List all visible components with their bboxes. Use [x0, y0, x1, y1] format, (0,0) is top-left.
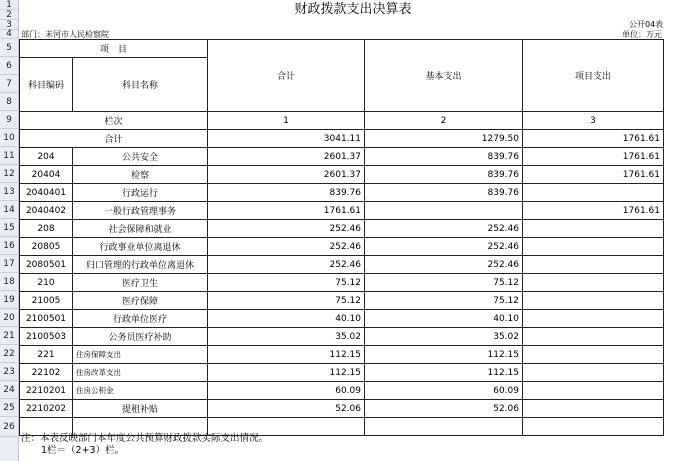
- cell-total: 75.12: [208, 274, 365, 292]
- note-line-1: 注：本表反映部门本年度公共预算财政拨款实际支出情况。: [21, 433, 269, 444]
- cell-total: 2601.37: [208, 148, 365, 166]
- cell-total: 839.76: [208, 184, 365, 202]
- col-number-2: 2: [365, 112, 523, 130]
- cell-code: 204: [20, 148, 73, 166]
- cell-code: 20404: [20, 166, 73, 184]
- cell-code: 20805: [20, 238, 73, 256]
- cell-code: 21005: [20, 292, 73, 310]
- cell-project: [523, 400, 664, 418]
- cell-project: 1761.61: [523, 202, 664, 220]
- cell-name: 检察: [73, 166, 208, 184]
- cell-code: 2040401: [20, 184, 73, 202]
- row-number[interactable]: 19: [0, 291, 18, 309]
- table-row: [20, 274, 664, 292]
- cell-total: 35.02: [208, 328, 365, 346]
- page-title: 财政拨款支出决算表: [294, 2, 412, 17]
- row-number[interactable]: 26: [0, 417, 18, 437]
- row-number[interactable]: 4: [0, 30, 18, 39]
- cell-total: 252.46: [208, 220, 365, 238]
- cell-total: 112.15: [208, 346, 365, 364]
- row-number[interactable]: 6: [0, 57, 18, 75]
- row-number[interactable]: 23: [0, 363, 18, 381]
- header-total: 合计: [208, 40, 365, 112]
- cell-code: 221: [20, 346, 73, 364]
- row-number[interactable]: 8: [0, 93, 18, 111]
- table-row: [20, 310, 664, 328]
- cell-project: [523, 310, 664, 328]
- row-number[interactable]: 5: [0, 39, 18, 57]
- row-header-gutter: [0, 0, 19, 461]
- cell-name: 住房保障支出: [73, 346, 208, 364]
- row-number[interactable]: 17: [0, 255, 18, 273]
- table-row: [20, 202, 664, 220]
- cell-name: 医疗卫生: [73, 274, 208, 292]
- cell-total: 112.15: [208, 364, 365, 382]
- cell-project: [523, 238, 664, 256]
- cell-name: 行政单位医疗: [73, 310, 208, 328]
- dept-label: 部门：未河市人民检察院: [21, 30, 109, 39]
- cell-code: 22102: [20, 364, 73, 382]
- cell-basic: 40.10: [365, 310, 523, 328]
- cell-basic: [365, 202, 523, 220]
- cell-project: [523, 274, 664, 292]
- row-number[interactable]: 11: [0, 147, 18, 165]
- cell-project: [523, 184, 664, 202]
- row-number[interactable]: 3: [0, 20, 18, 30]
- cell-project: [523, 328, 664, 346]
- cell-name: 行政运行: [73, 184, 208, 202]
- cell-name: 医疗保障: [73, 292, 208, 310]
- cell-total: 60.09: [208, 382, 365, 400]
- header-lanci: 栏次: [20, 112, 208, 130]
- cell-total: 75.12: [208, 292, 365, 310]
- cell-empty: [365, 418, 523, 436]
- cell-code: 210: [20, 274, 73, 292]
- row-number[interactable]: 13: [0, 183, 18, 201]
- cell-total: 252.46: [208, 256, 365, 274]
- cell-basic: 75.12: [365, 292, 523, 310]
- cell-code: 2100501: [20, 310, 73, 328]
- cell-project: 1761.61: [523, 148, 664, 166]
- cell-basic: 60.09: [365, 382, 523, 400]
- header-project: 项目支出: [523, 40, 664, 112]
- row-number[interactable]: 24: [0, 381, 18, 399]
- row-number[interactable]: 21: [0, 327, 18, 345]
- header-name: 科目名称: [73, 58, 208, 112]
- cell-total: 2601.37: [208, 166, 365, 184]
- spreadsheet-sheet: [19, 0, 687, 461]
- cell-basic: 112.15: [365, 364, 523, 382]
- cell-basic: 35.02: [365, 328, 523, 346]
- header-item: 项 目: [20, 40, 208, 58]
- table-row: [20, 220, 664, 238]
- cell-basic: 252.46: [365, 220, 523, 238]
- total-total: 3041.11: [208, 130, 365, 148]
- cell-name: 社会保障和就业: [73, 220, 208, 238]
- table-row: [20, 166, 664, 184]
- cell-empty: [523, 418, 664, 436]
- cell-total: 40.10: [208, 310, 365, 328]
- cell-name: 住房改革支出: [73, 364, 208, 382]
- cell-basic: 839.76: [365, 166, 523, 184]
- row-number[interactable]: 22: [0, 345, 18, 363]
- table-row: [20, 238, 664, 256]
- cell-basic: 252.46: [365, 256, 523, 274]
- note-line-2: 1栏＝（2+3）栏。: [41, 445, 125, 456]
- row-number[interactable]: 10: [0, 129, 18, 147]
- unit-label: 单位：万元: [622, 30, 662, 39]
- row-number[interactable]: 18: [0, 273, 18, 291]
- table-row: [20, 346, 664, 364]
- row-number[interactable]: 20: [0, 309, 18, 327]
- cell-basic: 52.06: [365, 400, 523, 418]
- row-number[interactable]: 15: [0, 219, 18, 237]
- row-number[interactable]: 2: [0, 10, 18, 20]
- cell-project: [523, 292, 664, 310]
- table-row: [20, 364, 664, 382]
- cell-basic: 252.46: [365, 238, 523, 256]
- row-number[interactable]: 25: [0, 399, 18, 417]
- row-number[interactable]: 14: [0, 201, 18, 219]
- cell-basic: 112.15: [365, 346, 523, 364]
- cell-name: 公共安全: [73, 148, 208, 166]
- cell-name: 住房公积金: [73, 382, 208, 400]
- cell-basic: 839.76: [365, 184, 523, 202]
- table-row: [20, 400, 664, 418]
- cell-code: 2100503: [20, 328, 73, 346]
- cell-project: [523, 364, 664, 382]
- cell-name: 一般行政管理事务: [73, 202, 208, 220]
- cell-name: 行政事业单位离退休: [73, 238, 208, 256]
- cell-total: 1761.61: [208, 202, 365, 220]
- table-row: [20, 256, 664, 274]
- table-row: [20, 328, 664, 346]
- col-number-3: 3: [523, 112, 664, 130]
- form-code: 公开04表: [629, 20, 664, 29]
- cell-basic: 75.12: [365, 274, 523, 292]
- cell-project: 1761.61: [523, 166, 664, 184]
- row-number[interactable]: 1: [0, 0, 18, 10]
- cell-total: 52.06: [208, 400, 365, 418]
- header-code: 科目编码: [20, 58, 73, 112]
- row-number[interactable]: 16: [0, 237, 18, 255]
- table-row: [20, 292, 664, 310]
- table-row: [20, 148, 664, 166]
- row-number[interactable]: 12: [0, 165, 18, 183]
- row-number[interactable]: 9: [0, 111, 18, 129]
- cell-total: 252.46: [208, 238, 365, 256]
- total-label: 合计: [20, 130, 208, 148]
- table-row: [20, 184, 664, 202]
- cell-code: 208: [20, 220, 73, 238]
- col-number-1: 1: [208, 112, 365, 130]
- cell-code: 2040402: [20, 202, 73, 220]
- cell-name: 提租补贴: [73, 400, 208, 418]
- expenditure-table: [19, 39, 664, 436]
- row-number[interactable]: 7: [0, 75, 18, 93]
- cell-project: [523, 220, 664, 238]
- cell-code: 2210202: [20, 400, 73, 418]
- header-basic: 基本支出: [365, 40, 523, 112]
- table-row: [20, 382, 664, 400]
- cell-project: [523, 382, 664, 400]
- cell-name: 公务员医疗补助: [73, 328, 208, 346]
- total-basic: 1279.50: [365, 130, 523, 148]
- cell-basic: 839.76: [365, 148, 523, 166]
- cell-code: 2080501: [20, 256, 73, 274]
- cell-project: [523, 256, 664, 274]
- cell-project: [523, 346, 664, 364]
- total-row: [20, 130, 664, 148]
- cell-name: 归口管理的行政单位离退休: [73, 256, 208, 274]
- cell-code: 2210201: [20, 382, 73, 400]
- total-project: 1761.61: [523, 130, 664, 148]
